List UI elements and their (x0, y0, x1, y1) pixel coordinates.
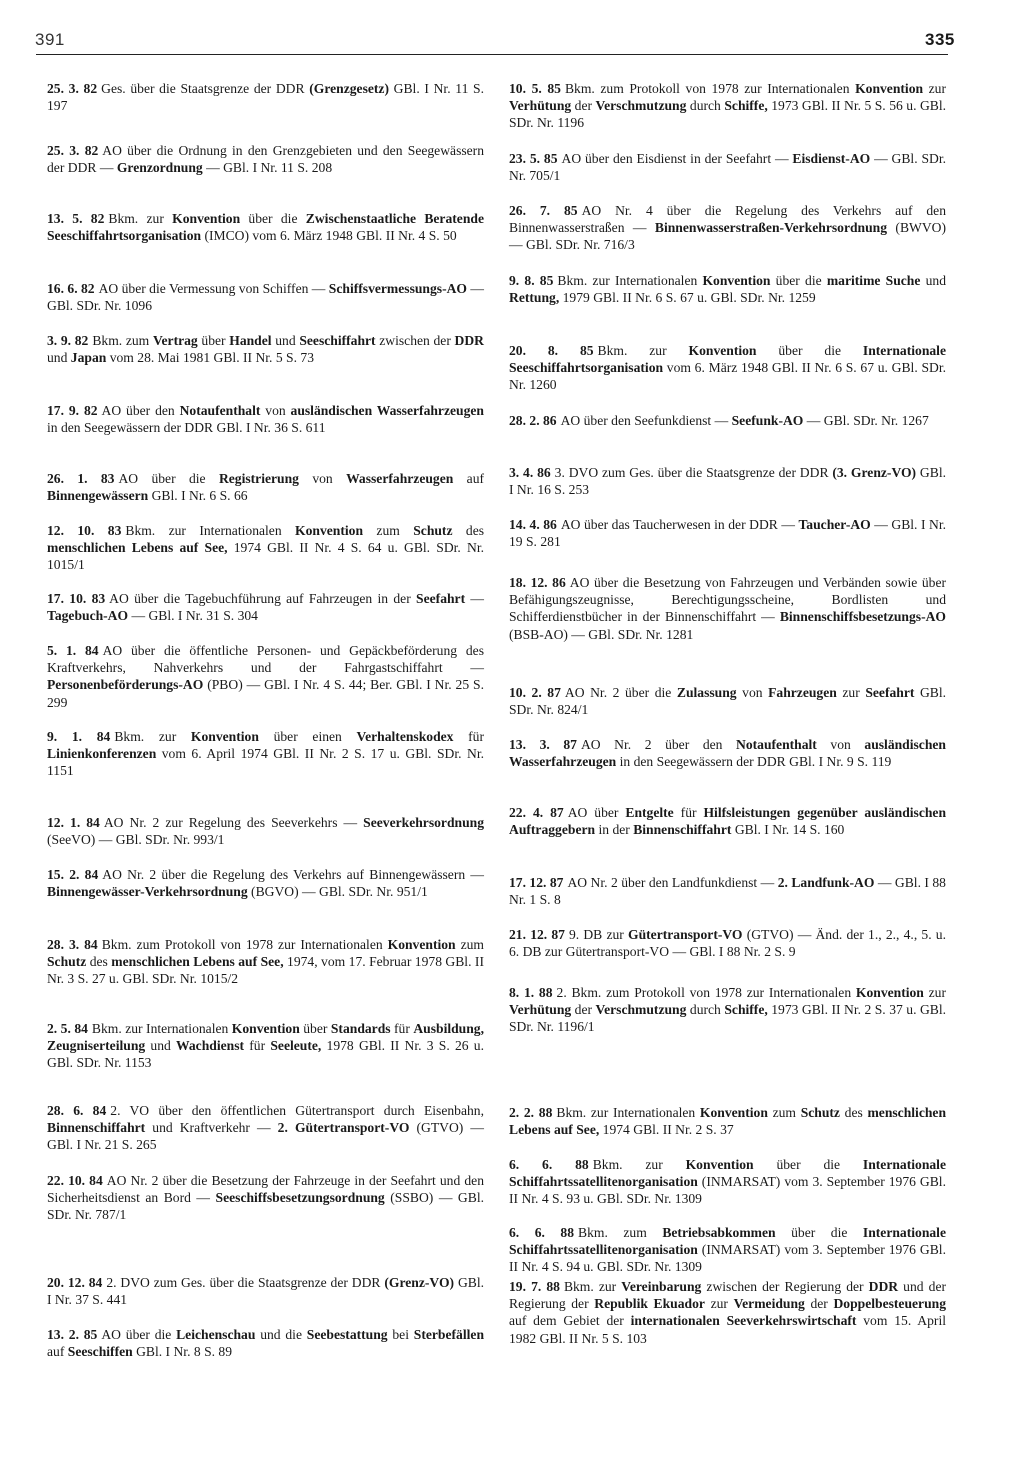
entry-keyword: Vertrag (152, 333, 198, 348)
entry-keyword: Seeleute, (270, 1038, 322, 1054)
entry-keyword: Schiffsvermessungs-AO (328, 281, 467, 296)
entry-keyword: Seebestattung (306, 1327, 388, 1342)
entry-text: Bkm. zur (114, 729, 191, 744)
law-entry (47, 728, 484, 780)
entry-text: Bkm. zum Protokoll von 1978 zur Internationalen (564, 81, 856, 96)
entry-text: (BWVO) — GBl. SDr. Nr. 716/3 (509, 220, 947, 253)
entry-date: 22. 4. 87 (509, 805, 564, 820)
entry-keyword: Binnenschiffsbesetzungs-AO (779, 609, 946, 625)
entry-text: — GBl. SDr. Nr. 1096 (47, 281, 484, 314)
entry-text: bei (387, 1327, 414, 1342)
entry-text: (IMCO) vom 6. März 1948 GBl. II Nr. 4 S. 50 (201, 228, 457, 244)
entry-text: AO über die (101, 1327, 177, 1342)
entry-text: und (920, 273, 946, 288)
entry-keyword: Doppelbesteuerung (833, 1296, 947, 1312)
entry-text: 1979 GBl. II Nr. 6 S. 67 u. GBl. SDr. Nr. 1259 (559, 290, 816, 306)
entry-keyword: Leichenschau (176, 1327, 256, 1342)
entry-text: Bkm. zur (563, 1279, 622, 1294)
entry-date: 18. 12. 86 (509, 575, 566, 590)
entry-date: 14. 4. 86 (509, 517, 557, 532)
entry-keyword: DDR (868, 1279, 899, 1294)
entry-text: zur (836, 685, 866, 700)
law-entry (509, 342, 946, 394)
entry-keyword: Hilfsleistungen gegenüber ausländischen Auftraggebern (509, 805, 947, 838)
entry-text: 2. DVO zum Ges. über die Staatsgrenze der DDR (106, 1275, 385, 1290)
entry-keyword: maritime Suche (826, 273, 921, 288)
entry-text: — GBl. I Nr. 31 S. 304 (128, 608, 258, 624)
entry-keyword: Vereinbarung (621, 1279, 702, 1294)
entry-text: in den Seegewässern der DDR GBl. I Nr. 9 S. 119 (616, 754, 892, 770)
entry-date: 12. 1. 84 (47, 815, 100, 830)
law-entry (47, 210, 484, 244)
law-entry (509, 272, 946, 306)
entry-keyword: Personenbeförderungs-AO (47, 677, 204, 693)
entry-date: 22. 10. 84 (47, 1173, 103, 1188)
entry-keyword: (Grenz-VO) (384, 1275, 455, 1290)
entry-date: 25. 3. 82 (47, 143, 99, 158)
entry-text: durch (686, 98, 725, 114)
entry-date: 15. 2. 84 (47, 867, 99, 882)
law-entry (509, 574, 946, 643)
entry-date: 16. 6. 82 (47, 281, 95, 296)
law-entry (509, 1278, 946, 1347)
entry-text: (BSB-AO) — GBl. SDr. Nr. 1281 (509, 626, 694, 642)
entry-text: GBl. I Nr. 6 S. 66 (148, 488, 248, 504)
page-number-left: 391 (35, 30, 65, 49)
entry-keyword: Binnenschiffahrt (633, 822, 732, 838)
entry-keyword: 2. Gütertransport-VO (277, 1120, 410, 1136)
entry-date: 25. 3. 82 (47, 81, 98, 96)
law-entry (509, 80, 946, 132)
entry-text: von (260, 403, 291, 418)
entry-date: 2. 5. 84 (47, 1021, 88, 1036)
law-entry (509, 150, 946, 184)
entry-date: 28. 3. 84 (47, 937, 98, 952)
entry-text: (PBO) — GBl. I Nr. 4 S. 44; Ber. GBl. I Nr. 25 S. 299 (47, 677, 484, 710)
entry-text: (GTVO) — Änd. der 1., 2., 4., 5. u. 6. DB zur Gütertransport-VO — GBl. I 88 Nr. 2 S. 9 (509, 927, 946, 960)
entry-text: GBl. I Nr. 8 S. 89 (132, 1344, 233, 1360)
entry-text: vom 6. April 1974 GBl. II Nr. 2 S. 17 u. GBl. SDr. Nr. 1151 (47, 746, 484, 779)
entry-keyword: Konvention (702, 273, 771, 288)
entry-date: 3. 9. 82 (47, 333, 89, 348)
entry-keyword: Seefahrt (416, 591, 466, 606)
law-entry (509, 684, 946, 718)
entry-keyword: Verhütung (509, 1002, 572, 1018)
entry-keyword: Standards (330, 1021, 391, 1036)
entry-keyword: Eisdienst-AO (792, 151, 871, 166)
entry-keyword: Handel (229, 333, 272, 348)
entry-date: 13. 2. 85 (47, 1327, 98, 1342)
entry-keyword: Konvention (699, 1105, 768, 1120)
entry-text: zum (767, 1105, 801, 1120)
entry-text: AO über die (118, 471, 219, 486)
entry-text: und (271, 333, 300, 348)
entry-text: — GBl. I Nr. 19 S. 281 (509, 517, 947, 550)
entry-keyword: Grenzordnung (116, 160, 203, 176)
entry-keyword: Konvention (685, 1157, 754, 1172)
entry-keyword: DDR (454, 333, 484, 348)
entry-keyword: Taucher-AO (798, 517, 871, 532)
entry-keyword: Linienkonferenzen (47, 746, 157, 762)
entry-keyword: (Grenzgesetz) (309, 81, 389, 96)
law-entry (47, 814, 484, 848)
entry-text: — GBl. I Nr. 11 S. 208 (202, 160, 333, 176)
law-entry (47, 866, 484, 900)
entry-text: in der (595, 822, 634, 838)
entry-text: über die (756, 343, 863, 358)
entry-date: 5. 1. 84 (47, 643, 99, 658)
entry-keyword: Konvention (855, 985, 924, 1000)
entry-keyword: Zulassung (676, 685, 737, 700)
entry-keyword: Seeschiffahrt (299, 333, 376, 348)
entry-text: AO über das Taucherwesen in der DDR — (560, 517, 799, 532)
entry-keyword: Schutz (800, 1105, 840, 1120)
law-entry (47, 642, 484, 711)
entry-keyword: menschlichen Lebens auf See, (47, 540, 228, 556)
entry-keyword: Republik Ekuador (594, 1296, 705, 1312)
entry-text: über die (775, 1225, 863, 1240)
entry-keyword: Schutz (47, 954, 87, 970)
entry-date: 17. 9. 82 (47, 403, 98, 418)
law-entry (47, 332, 484, 366)
entry-text: 3. DVO zum Ges. über die Staatsgrenze der DDR (554, 465, 833, 480)
entry-date: 23. 5. 85 (509, 151, 558, 166)
entry-text: AO über den (101, 403, 180, 418)
entry-date: 6. 6. 88 (509, 1157, 589, 1172)
entry-text: Bkm. zur Internationalen (556, 1105, 700, 1120)
entry-keyword: Vermeidung (733, 1296, 805, 1312)
entry-text: Bkm. zum (578, 1225, 663, 1240)
entry-text: auf (47, 1344, 68, 1360)
entry-keyword: Konvention (688, 343, 757, 358)
entry-text: Bkm. zur Internationalen (557, 273, 703, 288)
law-entry (47, 1102, 484, 1154)
entry-text: über die (770, 273, 827, 288)
entry-keyword: Seefunk-AO (731, 413, 804, 428)
law-entry (47, 470, 484, 504)
entry-date: 13. 5. 82 (47, 211, 105, 226)
entry-text: auf (453, 471, 485, 486)
law-entry (509, 1156, 946, 1208)
law-entry (509, 464, 946, 498)
law-entry (509, 516, 946, 550)
entry-date: 21. 12. 87 (509, 927, 565, 942)
entry-keyword: (3. Grenz-VO) (832, 465, 917, 480)
entry-text: und (145, 1038, 177, 1054)
entry-text: Bkm. zur Internationalen (125, 523, 296, 538)
entry-text: AO über den Eisdienst in der Seefahrt — (561, 151, 793, 166)
entry-keyword: Binnengewässern (47, 488, 149, 504)
entry-text: (INMARSAT) vom 3. September 1976 GBl. II Nr. 4 S. 94 u. GBl. SDr. Nr. 1309 (509, 1242, 946, 1275)
entry-keyword: Schiffe, (724, 98, 768, 114)
entry-keyword: Konvention (231, 1021, 300, 1036)
entry-text: AO über (567, 805, 626, 820)
entry-keyword: Rettung, (509, 290, 560, 306)
entry-text: zum (363, 523, 414, 538)
entry-keyword: Schiffe, (724, 1002, 768, 1018)
entry-keyword: Konvention (172, 211, 241, 226)
law-entry (509, 202, 946, 254)
entry-text: AO Nr. 2 über den Landfunkdienst — (567, 875, 778, 890)
entry-text: Bkm. zur (597, 343, 689, 358)
entry-text: — GBl. SDr. Nr. 1267 (803, 413, 929, 428)
entry-date: 26. 1. 83 (47, 471, 115, 486)
entry-text: und (47, 350, 71, 366)
entry-date: 10. 5. 85 (509, 81, 561, 96)
entry-text: Bkm. zum (92, 333, 153, 348)
entry-keyword: Konvention (387, 937, 456, 952)
entry-text: 9. DB zur (568, 927, 628, 942)
entry-keyword: Internationale Seeschiffahrtsorganisation (509, 343, 946, 376)
entry-keyword: menschlichen Lebens auf See, (509, 1105, 947, 1138)
entry-text: (INMARSAT) vom 3. September 1976 GBl. II Nr. 4 S. 93 u. GBl. SDr. Nr. 1309 (509, 1174, 946, 1207)
entry-text: AO über die Besetzung von Fahrzeugen und Verbänden sowie über Befähigungszeugnisse, Berechtigungsscheine, Bordlisten und Schifferdienstbücher in der Binnenschiffahrt — (509, 575, 947, 625)
law-entry (509, 926, 946, 960)
entry-text: GBl. I Nr. 16 S. 253 (509, 465, 946, 498)
entry-text: zwischen der (375, 333, 455, 348)
entry-text: von (298, 471, 347, 486)
entry-text: Bkm. zur Internationalen (91, 1021, 232, 1036)
entry-keyword: internationalen Seeverkehrswirtschaft (630, 1313, 857, 1329)
entry-keyword: Gütertransport-VO (628, 927, 743, 942)
entry-date: 3. 4. 86 (509, 465, 551, 480)
entry-text: über (197, 333, 230, 348)
entry-keyword: Wasserfahrzeugen (346, 471, 454, 486)
entry-keyword: Binnenwasserstraßen-Verkehrsordnung (654, 220, 888, 236)
entry-date: 17. 12. 87 (509, 875, 564, 890)
entry-text: Bkm. zur (108, 211, 173, 226)
page-number-right: 335 (925, 30, 955, 49)
entry-text: über einen (258, 729, 357, 744)
entry-text: vom 15. April 1982 GBl. II Nr. 5 S. 103 (509, 1313, 946, 1346)
entry-text: (SSBO) — GBl. SDr. Nr. 787/1 (47, 1190, 484, 1223)
entry-date: 9. 8. 85 (509, 273, 554, 288)
law-entry (47, 1172, 484, 1224)
entry-text: AO Nr. 2 über die (564, 685, 677, 700)
entry-text: zur (923, 985, 946, 1000)
entry-date: 6. 6. 88 (509, 1225, 575, 1240)
entry-keyword: 2. Landfunk-AO (777, 875, 875, 890)
entry-date: 9. 1. 84 (47, 729, 111, 744)
entry-text: von (816, 737, 865, 752)
entry-keyword: Zwischenstaatliche Beratende Seeschiffahrtsorganisation (47, 211, 484, 244)
entry-keyword: Verschmutzung (595, 1002, 687, 1018)
entry-date: 12. 10. 83 (47, 523, 122, 538)
entry-keyword: Fahrzeugen (768, 685, 837, 700)
entry-text: auf dem Gebiet der (509, 1313, 631, 1329)
entry-keyword: Internationale Schiffahrtssatellitenorganisation (509, 1157, 946, 1190)
entry-date: 17. 10. 83 (47, 591, 106, 606)
entry-keyword: Wachdienst (176, 1038, 245, 1054)
entry-text: AO Nr. 2 zur Regelung des Seeverkehrs — (103, 815, 364, 830)
entry-text: der (804, 1296, 834, 1312)
entry-text: zum (455, 937, 484, 952)
entry-text: und Kraftverkehr — (145, 1120, 278, 1136)
law-entry (509, 984, 946, 1036)
law-entry (47, 590, 484, 624)
law-entry (509, 804, 946, 838)
entry-text: — (465, 591, 485, 606)
entry-keyword: Notaufenthalt (736, 737, 817, 752)
entry-text: des (86, 954, 112, 970)
entry-text: AO über die Vermessung von Schiffen — (98, 281, 329, 296)
entry-date: 28. 6. 84 (47, 1103, 107, 1118)
entry-text: vom 6. März 1948 GBl. II Nr. 6 S. 67 u. GBl. SDr. Nr. 1260 (509, 360, 946, 393)
entry-keyword: ausländischen Wasserfahrzeugen (509, 737, 946, 770)
law-entry (47, 522, 484, 574)
entry-text: 2. VO über den öffentlichen Gütertransport durch Eisenbahn, (110, 1103, 484, 1118)
entry-keyword: Ausbildung, Zeugniserteilung (47, 1021, 485, 1054)
entry-text: zwischen der Regierung der (701, 1279, 869, 1294)
entry-keyword: Sterbefällen (413, 1327, 485, 1342)
entry-keyword: Binnengewässer-Verkehrsordnung (47, 884, 248, 900)
law-entry (47, 1274, 484, 1308)
entry-keyword: Japan (70, 350, 107, 366)
entry-text: (BGVO) — GBl. SDr. Nr. 951/1 (247, 884, 428, 900)
entry-text: und der Regierung der (509, 1279, 947, 1312)
entry-date: 10. 2. 87 (509, 685, 561, 700)
entry-text: — GBl. I 88 Nr. 1 S. 8 (509, 875, 946, 908)
entry-text: zur (923, 81, 946, 96)
entry-date: 13. 3. 87 (509, 737, 577, 752)
entry-text: (SeeVO) — GBl. SDr. Nr. 993/1 (47, 832, 225, 848)
entry-date: 28. 2. 86 (509, 413, 557, 428)
entry-keyword: Seeschiffsbesetzungsordnung (215, 1190, 385, 1206)
entry-keyword: Verhaltenskodex (356, 729, 454, 744)
entry-text: über die (240, 211, 306, 226)
entry-text: für (390, 1021, 414, 1036)
entry-date: 19. 7. 88 (509, 1279, 560, 1294)
entry-text: Bkm. zum Protokoll von 1978 zur Internationalen (101, 937, 388, 952)
entry-text: (GTVO) — GBl. I Nr. 21 S. 265 (47, 1120, 485, 1153)
law-entry (47, 280, 484, 314)
entry-text: GBl. I Nr. 37 S. 441 (47, 1275, 485, 1308)
entry-text: für (453, 729, 484, 744)
entry-keyword: Binnenschiffahrt (47, 1120, 146, 1136)
entry-text: 1978 GBl. II Nr. 3 S. 26 u. GBl. SDr. Nr. 1153 (47, 1038, 484, 1071)
law-entry (509, 736, 946, 770)
entry-text: Ges. über die Staatsgrenze der DDR (101, 81, 310, 96)
entry-text: AO Nr. 2 über die Besetzung der Fahrzeuge in der Seefahrt und den Sicherheitsdienst an Bord — (47, 1173, 485, 1206)
entry-date: 20. 8. 85 (509, 343, 594, 358)
entry-text: AO über die Ordnung in den Grenzgebieten und den Seegewässern der DDR — (47, 143, 485, 176)
entry-text: für (244, 1038, 271, 1054)
entry-text: AO über die Tagebuchführung auf Fahrzeugen in der (109, 591, 417, 606)
entry-text: GBl. SDr. Nr. 824/1 (509, 685, 947, 718)
entry-keyword: Konvention (190, 729, 259, 744)
entry-text: AO Nr. 4 über die Regelung des Verkehrs auf den Binnenwasserstraßen — (509, 203, 947, 236)
entry-keyword: Seeschiffen (67, 1344, 133, 1360)
entry-text: 2. Bkm. zum Protokoll von 1978 zur Internationalen (556, 985, 856, 1000)
entry-keyword: Notaufenthalt (179, 403, 261, 418)
law-entry (509, 874, 946, 908)
entry-keyword: Konvention (855, 81, 924, 96)
entry-text: 1973 GBl. II Nr. 2 S. 37 u. GBl. SDr. Nr. 1196/1 (509, 1002, 947, 1035)
entry-text: GBl. I Nr. 11 S. 197 (47, 81, 484, 114)
entry-text: 1974 GBl. II Nr. 4 S. 64 u. GBl. SDr. Nr. 1015/1 (47, 540, 484, 573)
entry-text: vom 28. Mai 1981 GBl. II Nr. 5 S. 73 (106, 350, 314, 366)
entry-text: 1973 GBl. II Nr. 5 S. 56 u. GBl. SDr. Nr. 1196 (509, 98, 947, 131)
entry-text: zur (704, 1296, 734, 1312)
entry-text: AO über den Seefunkdienst — (560, 413, 732, 428)
entry-keyword: ausländischen Wasserfahrzeugen (290, 403, 484, 418)
entry-text: über die (753, 1157, 863, 1172)
entry-keyword: Verhütung (509, 98, 572, 114)
entry-text: 1974, vom 17. Februar 1978 GBl. II Nr. 3 S. 27 u. GBl. SDr. Nr. 1015/2 (47, 954, 484, 987)
law-entry (47, 402, 484, 436)
entry-keyword: Betriebsabkommen (662, 1225, 776, 1240)
entry-keyword: Konvention (295, 523, 364, 538)
law-entry (509, 1224, 946, 1276)
entry-text: über (299, 1021, 331, 1036)
entry-keyword: Seefahrt (865, 685, 915, 700)
entry-text: 1974 GBl. II Nr. 2 S. 37 (599, 1122, 734, 1138)
entry-date: 20. 12. 84 (47, 1275, 103, 1290)
law-entry (47, 1326, 484, 1360)
entry-keyword: Verschmutzung (595, 98, 687, 114)
entry-keyword: Tagebuch-AO (47, 608, 129, 624)
entry-text: in den Seegewässern der DDR GBl. I Nr. 36 S. 611 (47, 420, 326, 436)
entry-keyword: Internationale Schiffahrtssatellitenorganisation (509, 1225, 946, 1258)
entry-date: 2. 2. 88 (509, 1105, 553, 1120)
entry-text: des (452, 523, 485, 538)
law-entry (509, 1104, 946, 1138)
entry-text: AO Nr. 2 über die Regelung des Verkehrs auf Binnengewässern — (102, 867, 484, 882)
entry-keyword: menschlichen Lebens auf See, (111, 954, 284, 970)
entry-text: für (673, 805, 704, 820)
entry-text: — GBl. SDr. Nr. 705/1 (509, 151, 947, 184)
law-entry (47, 936, 484, 988)
entry-text: AO über die öffentliche Personen- und Gepäckbeförderung des Kraftverkehrs, Nahverkehrs und der Fahrgastschiffahrt — (47, 643, 484, 676)
entry-text: und die (255, 1327, 307, 1342)
law-entry (47, 80, 484, 114)
entry-text: AO Nr. 2 über den (580, 737, 737, 752)
law-entry (47, 1020, 484, 1072)
entry-keyword: Registrierung (218, 471, 299, 486)
entry-text: von (736, 685, 769, 700)
entry-keyword: Entgelte (625, 805, 674, 820)
entry-text: der (571, 1002, 596, 1018)
header-rule (36, 54, 948, 55)
entry-date: 8. 1. 88 (509, 985, 553, 1000)
entry-text: GBl. I Nr. 14 S. 160 (731, 822, 845, 838)
entry-text: des (839, 1105, 868, 1120)
law-entry (47, 142, 484, 176)
entry-text: durch (686, 1002, 725, 1018)
entry-keyword: Schutz (413, 523, 453, 538)
entry-text: Bkm. zur (592, 1157, 686, 1172)
entry-text: der (571, 98, 596, 114)
entry-date: 26. 7. 85 (509, 203, 578, 218)
entry-keyword: Seeverkehrsordnung (363, 815, 484, 830)
law-entry (509, 412, 946, 429)
